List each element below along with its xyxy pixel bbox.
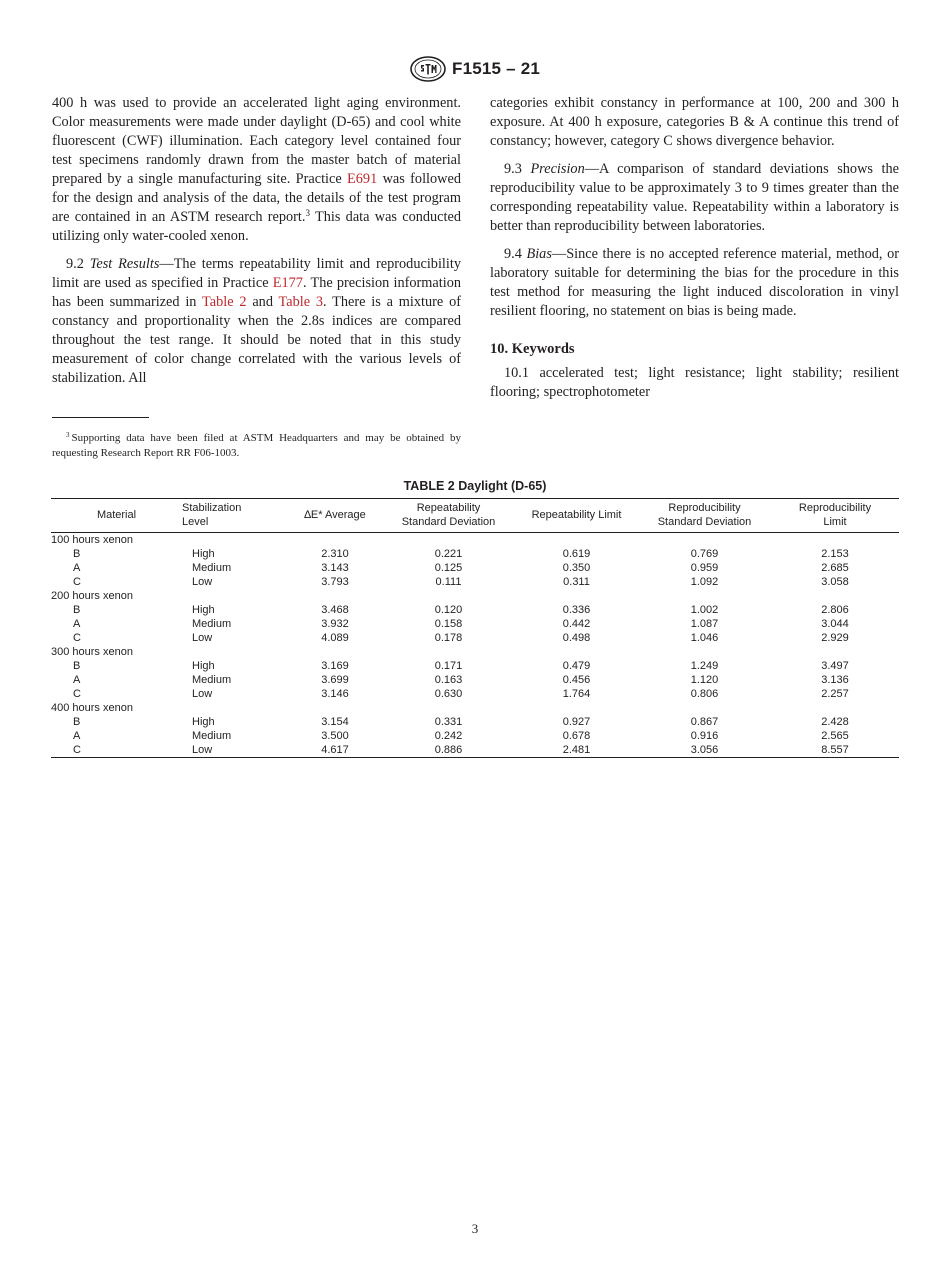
- cell-reproducibility-limit: 3.058: [821, 576, 849, 588]
- cell-reproducibility-sd: 0.806: [690, 688, 719, 700]
- footnote-number: 3: [66, 431, 70, 439]
- cell-reproducibility-limit: 3.497: [821, 660, 849, 672]
- cell-repeatability-sd: 0.331: [434, 716, 463, 728]
- paragraph-9-2: 9.2 Test Results—The terms repeatability limit and reproducibility limit are used as specified in Practice E177. The precision information has been summarized in Table 2 and Table 3. There is a mixture of constancy and proportionality when the 2.8s indices are compared throughout the test range. It should be noted that in this study measurement of color change correlated with the various levels of stabilization. All: [52, 256, 462, 386]
- header-material: Material: [96, 509, 137, 521]
- link-e691[interactable]: E691: [347, 171, 378, 187]
- cell-reproducibility-sd: 1.092: [690, 576, 719, 588]
- cell-stabilization-level: High: [192, 604, 215, 616]
- astm-logo-icon: [410, 56, 446, 82]
- cell-delta-e-average: 4.617: [321, 744, 349, 756]
- table-title: TABLE 2 Daylight (D-65): [403, 479, 547, 493]
- cell-repeatability-sd: 0.125: [434, 562, 463, 574]
- cell-stabilization-level: High: [192, 716, 215, 728]
- header-repeatability-limit: Repeatability Limit: [531, 509, 622, 521]
- cell-material: B: [73, 548, 81, 560]
- cell-delta-e-average: 3.932: [321, 618, 349, 630]
- link-table-3[interactable]: Table 3: [278, 294, 324, 310]
- section-heading-keywords: 10. Keywords: [490, 341, 575, 357]
- cell-delta-e-average: 3.793: [321, 576, 349, 588]
- cell-material: B: [73, 716, 81, 728]
- daylight-table: [51, 498, 899, 758]
- cell-repeatability-sd: 0.630: [434, 688, 463, 700]
- cell-material: A: [73, 730, 81, 742]
- cell-reproducibility-limit: 3.136: [821, 674, 849, 686]
- cell-repeatability-limit: 0.678: [562, 730, 591, 742]
- footnote-divider: [52, 417, 149, 418]
- cell-delta-e-average: 4.089: [321, 632, 349, 644]
- cell-repeatability-sd: 0.120: [434, 604, 463, 616]
- cell-repeatability-limit: 0.336: [562, 604, 591, 616]
- left-column: [52, 94, 461, 397]
- cell-reproducibility-sd: 1.002: [690, 604, 719, 616]
- cell-repeatability-sd: 0.221: [434, 548, 463, 560]
- table-row: [51, 673, 899, 687]
- section-title-bias: Bias: [526, 246, 552, 262]
- cell-repeatability-limit: 0.479: [562, 660, 591, 672]
- cell-reproducibility-limit: 2.153: [821, 548, 849, 560]
- cell-material: A: [73, 618, 81, 630]
- cell-repeatability-sd: 0.158: [434, 618, 463, 630]
- footnote-text: Supporting data have been filed at ASTM Headquarters and may be obtained by requesting Research Report RR F06-1003.: [52, 432, 461, 459]
- footnote-ref[interactable]: 3: [305, 208, 310, 218]
- group-label: 100 hours xenon: [51, 534, 133, 546]
- paragraph-9-3: 9.3 Precision—A comparison of standard deviations shows the reproducibility value to be approximately 3 to 9 times greater than the corresponding repeatability value. Repeatability within a laboratory is better than reproducibility between laboratories.: [490, 161, 899, 234]
- table-row: [51, 603, 899, 617]
- cell-stabilization-level: Low: [192, 744, 213, 756]
- header-delta-e-average: ∆E* Average: [304, 509, 366, 521]
- cell-material: B: [73, 604, 81, 616]
- table-row: [51, 729, 899, 743]
- cell-repeatability-sd: 0.163: [434, 674, 463, 686]
- header-repeatability-sd: Repeatability Standard Deviation: [401, 502, 496, 528]
- cell-repeatability-limit: 0.619: [562, 548, 591, 560]
- cell-material: C: [73, 688, 81, 700]
- cell-reproducibility-limit: 2.685: [821, 562, 849, 574]
- cell-reproducibility-limit: 3.044: [821, 618, 849, 630]
- cell-repeatability-limit: 0.311: [563, 576, 590, 588]
- cell-repeatability-limit: 0.350: [562, 562, 591, 574]
- cell-reproducibility-limit: 2.565: [821, 730, 849, 742]
- table-row: [51, 561, 899, 575]
- table-group-row: [51, 701, 899, 715]
- group-label: 300 hours xenon: [51, 646, 133, 658]
- cell-delta-e-average: 3.699: [321, 674, 349, 686]
- cell-delta-e-average: 3.143: [321, 562, 349, 574]
- cell-repeatability-sd: 0.178: [434, 632, 463, 644]
- cell-material: A: [73, 674, 81, 686]
- cell-stabilization-level: Medium: [192, 618, 232, 630]
- cell-delta-e-average: 3.169: [321, 660, 349, 672]
- cell-reproducibility-sd: 1.120: [690, 674, 719, 686]
- cell-reproducibility-limit: 2.929: [821, 632, 849, 644]
- cell-stabilization-level: High: [192, 660, 215, 672]
- table-row: [51, 743, 899, 758]
- cell-reproducibility-limit: 2.806: [821, 604, 849, 616]
- cell-reproducibility-sd: 1.046: [690, 632, 719, 644]
- cell-material: C: [73, 632, 81, 644]
- cell-delta-e-average: 3.154: [321, 716, 349, 728]
- document-designation: F1515 – 21: [451, 59, 540, 78]
- cell-repeatability-sd: 0.111: [435, 576, 462, 588]
- cell-delta-e-average: 3.500: [321, 730, 349, 742]
- cell-repeatability-limit: 0.927: [562, 716, 591, 728]
- cell-material: C: [73, 744, 81, 756]
- table-row: [51, 575, 899, 589]
- cell-repeatability-limit: 0.498: [562, 632, 591, 644]
- footnote: [52, 428, 461, 461]
- table-row: [51, 659, 899, 673]
- link-table-2[interactable]: Table 2: [202, 294, 247, 310]
- page-header: [0, 56, 950, 82]
- cell-reproducibility-sd: 0.959: [690, 562, 719, 574]
- table-body: [51, 533, 899, 758]
- cell-stabilization-level: Medium: [192, 562, 232, 574]
- table-group-row: [51, 589, 899, 603]
- cell-material: B: [73, 660, 81, 672]
- cell-reproducibility-sd: 3.056: [690, 744, 719, 756]
- cell-reproducibility-sd: 0.769: [690, 548, 719, 560]
- cell-delta-e-average: 2.310: [321, 548, 349, 560]
- table-row: [51, 715, 899, 729]
- table-row: [51, 631, 899, 645]
- page-number: 3: [471, 1221, 479, 1236]
- cell-reproducibility-limit: 8.557: [821, 744, 849, 756]
- section-title-precision: Precision: [530, 161, 585, 177]
- cell-stabilization-level: Low: [192, 576, 213, 588]
- group-label: 200 hours xenon: [51, 590, 133, 602]
- cell-repeatability-limit: 1.764: [562, 688, 591, 700]
- table-group-row: [51, 533, 899, 548]
- paragraph-9-1-continued: 400 h was used to provide an accelerated light aging environment. Color measurements were made under daylight (D-65) and cool white fluorescent (CWF) illumination. Each category level contained four test specimens randomly drawn from the master batch of material prepared by a single manufacturing site. Practice E691 was followed for the design and analysis of the data, the details of the test program are contained in an ASTM research report.$^3$ This data was conducted utilizing only water-cooled xenon.: [52, 95, 461, 244]
- cell-stabilization-level: Medium: [192, 730, 232, 742]
- table-row: [51, 687, 899, 701]
- cell-reproducibility-limit: 2.428: [821, 716, 849, 728]
- group-label: 400 hours xenon: [51, 702, 133, 714]
- cell-reproducibility-sd: 1.087: [690, 618, 719, 630]
- cell-delta-e-average: 3.146: [321, 688, 349, 700]
- cell-repeatability-sd: 0.171: [434, 660, 463, 672]
- cell-reproducibility-sd: 0.916: [690, 730, 719, 742]
- cell-stabilization-level: Low: [192, 688, 213, 700]
- cell-reproducibility-sd: 0.867: [690, 716, 719, 728]
- cell-repeatability-sd: 0.242: [434, 730, 463, 742]
- cell-delta-e-average: 3.468: [321, 604, 349, 616]
- cell-material: A: [73, 562, 81, 574]
- right-column: [490, 94, 899, 411]
- cell-stabilization-level: High: [192, 548, 215, 560]
- header-reproducibility-sd: Reproducibility Standard Deviation: [657, 502, 752, 528]
- table-row: [51, 547, 899, 561]
- cell-material: C: [73, 576, 81, 588]
- cell-repeatability-limit: 0.456: [562, 674, 591, 686]
- cell-repeatability-limit: 2.481: [562, 744, 591, 756]
- table-row: [51, 617, 899, 631]
- paragraph-10-1: 10.1 accelerated test; light resistance; light stability; resilient flooring; spectrophotometer: [490, 365, 899, 400]
- table-group-row: [51, 645, 899, 659]
- cell-stabilization-level: Medium: [192, 674, 232, 686]
- paragraph-9-4: 9.4 Bias—Since there is no accepted reference material, method, or laboratory suitable for determining the bias for the procedure in this test method for measuring the light induced discoloration in vinyl resilient flooring, no statement on bias is being made.: [490, 246, 899, 319]
- cell-repeatability-sd: 0.886: [434, 744, 463, 756]
- cell-stabilization-level: Low: [192, 632, 213, 644]
- paragraph-continued: categories exhibit constancy in performance at 100, 200 and 300 h exposure. At 400 h exposure, categories B & A continue this trend of constancy; however, category C shows divergence behavior.: [490, 95, 899, 149]
- header-stabilization-level: Stabilization Level: [182, 502, 242, 528]
- cell-reproducibility-limit: 2.257: [821, 688, 849, 700]
- link-e177[interactable]: E177: [272, 275, 303, 291]
- section-title-test-results: Test Results: [89, 256, 160, 272]
- cell-repeatability-limit: 0.442: [562, 618, 591, 630]
- table-header-row: [51, 499, 899, 533]
- cell-reproducibility-sd: 1.249: [690, 660, 719, 672]
- header-reproducibility-limit: Reproducibility Limit: [798, 502, 872, 528]
